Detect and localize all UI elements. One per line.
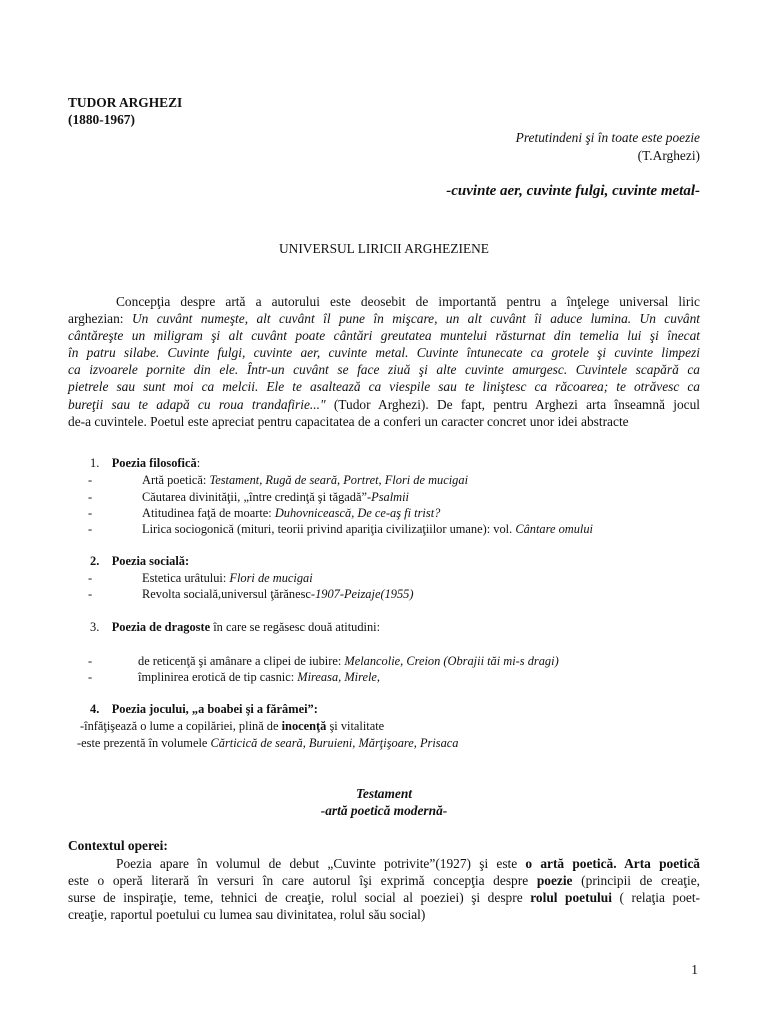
context-paragraph	[68, 855, 700, 923]
section-2-item: - Estetica urâtului: Flori de mucigai	[88, 571, 313, 585]
section-4-line: -înfăţişează o lume a copilăriei, plină de inocenţă şi vitalitate	[80, 719, 385, 733]
context-line-3: surse de inspiraţie, teme, tehnici de creaţie, rolul social al poeziei) şi despre rolul poetului ( relaţia poet-	[68, 890, 701, 906]
intro-line-3: cântăreşte un miligram şi alt cuvânt poate cântări greutatea muntelui răsturnat din temelia lui şi înecat	[68, 328, 700, 344]
motto-words: -cuvinte aer, cuvinte fulgi, cuvinte metal-	[446, 183, 700, 199]
section-1-item: - Căutarea divinităţii, „între credinţă şi tăgadă”-Psalmii	[88, 490, 409, 504]
author-years: (1880-1967)	[68, 112, 135, 127]
intro-line-6: pietrele sau sunt moi ca melcii. Ele te asaltează ca viespile sau te liniştesc ca răcoarea; te otrăvesc ca	[68, 379, 700, 395]
section-1-item: - Atitudinea faţă de moarte: Duhovnicească, De ce-aş fi trist?	[88, 506, 441, 520]
intro-line-1: Concepţia despre artă a autorului este deosebit de importantă pentru a înţelege universal liric	[116, 294, 700, 309]
section-3-item: - de reticenţă şi amânare a clipei de iubire: Melancolie, Creion (Obrajii tăi mi-s dragi)	[88, 654, 559, 668]
section-3-heading: 3. Poezia de dragoste în care se regăsesc două atitudini:	[90, 620, 381, 634]
section-4-line: -este prezentă în volumele Cărticică de seară, Buruieni, Mărţişoare, Prisaca	[77, 736, 459, 750]
section-4-heading: 4. Poezia jocului, „a boabei şi a fărâmei”:	[90, 702, 318, 716]
intro-line-5: ca izvoarele pornite din ele. Într-un cuvânt se face ziuă şi alte cuvinte amurgesc. Cuvintele scapără ca	[68, 362, 700, 378]
intro-line-2: arghezian: Un cuvânt numeşte, alt cuvânt îl pune în mişcare, un alt cuvânt îi aduce lumina. Un cuvânt	[68, 311, 700, 327]
section-3-item: - împlinirea erotică de tip casnic: Mireasa, Mirele,	[88, 670, 380, 684]
author-name: TUDOR ARGHEZI	[68, 95, 183, 110]
motto-quote: Pretutindeni şi în toate este poezie	[515, 130, 700, 145]
testament-title: Testament	[355, 786, 413, 801]
intro-line-8: de-a cuvintele. Poetul este apreciat pentru capacitatea de a conferi un caracter concret unor idei abstracte	[68, 413, 629, 429]
section-1-heading: 1. Poezia filosofică:	[90, 456, 201, 470]
section-title: UNIVERSUL LIRICII ARGHEZIENE	[278, 241, 489, 256]
section-1-item: - Lirica sociogonică (mituri, teorii privind apariţia civilizaţiilor umane): vol. Cântare omului	[88, 522, 593, 536]
section-2-item: - Revolta socială,universul ţărănesc-1907-Peizaje(1955)	[88, 587, 414, 601]
testament-subtitle: -artă poetică modernă-	[320, 803, 448, 818]
motto-attribution: (T.Arghezi)	[637, 148, 700, 163]
context-heading: Contextul operei:	[68, 838, 168, 853]
context-line-1: Poezia apare în volumul de debut „Cuvinte potrivite”(1927) şi este o artă poetică. Arta poetică	[116, 856, 700, 871]
intro-line-4: în patru silabe. Cuvinte fulgi, cuvinte aer, cuvinte metal. Cuvinte întunecate ca grotele şi cuvinte limpezi	[68, 345, 700, 361]
context-line-2: este o operă literară în versuri în care autorul îşi exprimă concepţia despre poezie (principii de creaţie,	[68, 873, 700, 889]
intro-line-7: bureţii sau te adapă cu roua trandafirie..." (Tudor Arghezi). De fapt, pentru Arghezi arta înseamnă jocul	[68, 396, 701, 412]
section-2-heading: 2. Poezia socială:	[90, 554, 190, 568]
intro-paragraph	[68, 293, 700, 430]
section-1-item: - Artă poetică: Testament, Rugă de seară, Portret, Flori de mucigai	[88, 473, 469, 487]
context-line-4: creaţie, raportul poetului cu lumea sau divinitatea, rolul său social)	[68, 907, 426, 923]
page-number: 1	[691, 962, 698, 977]
